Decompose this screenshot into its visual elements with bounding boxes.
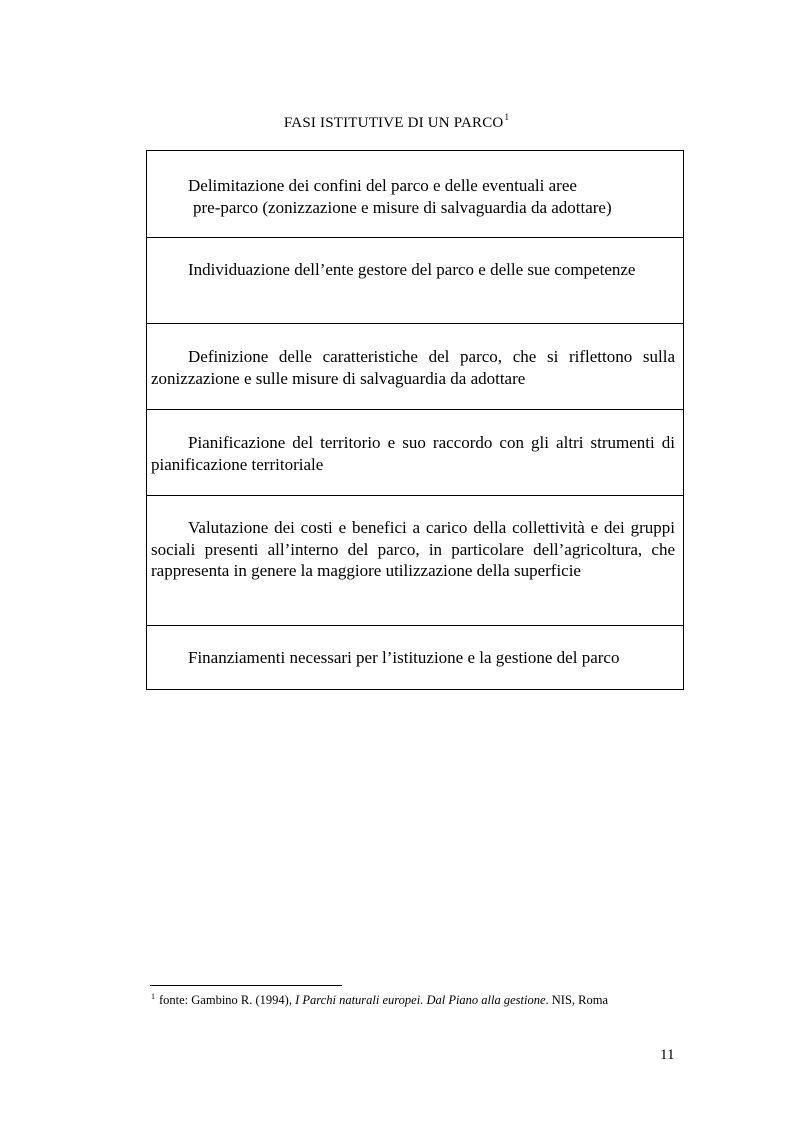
phase-1-line-1: Delimitazione dei confini del parco e delle eventuali aree <box>188 176 577 195</box>
footnote-prefix: fonte: Gambino R. (1994), <box>159 993 296 1007</box>
title-footnote-ref: 1 <box>504 112 510 122</box>
phase-row-5 <box>147 496 683 626</box>
footnote-separator <box>150 985 342 986</box>
footnote <box>151 992 608 1008</box>
title-text: FASI ISTITUTIVE DI UN PARCO <box>283 115 504 131</box>
phase-4-text: Pianificazione del territorio e suo raccordo con gli altri strumenti di pianificazione territoriale <box>151 433 675 474</box>
footnote-suffix: . NIS, Roma <box>545 993 609 1007</box>
page-title <box>0 112 793 132</box>
phase-6-text: Finanziamenti necessari per l’istituzione e la gestione del parco <box>188 648 620 667</box>
phase-3-text: Definizione delle caratteristiche del parco, che si riflettono sulla zonizzazione e sulle misure di salvaguardia da adottare <box>151 347 675 388</box>
phases-table <box>146 150 684 690</box>
phase-row-4 <box>147 410 683 496</box>
phase-5-text: Valutazione dei costi e benefici a carico della collettività e dei gruppi sociali presenti all’interno del parco, in particolare dell’agricoltura, che rappresenta in genere la maggiore utilizzazione della superficie <box>151 518 675 580</box>
phase-row-2 <box>147 238 683 324</box>
phase-row-3 <box>147 324 683 410</box>
phase-row-6 <box>147 626 683 689</box>
footnote-book-title: I Parchi naturali europei. Dal Piano alla gestione <box>295 993 546 1007</box>
phase-2-text: Individuazione dell’ente gestore del parco e delle sue competenze <box>188 260 636 279</box>
footnote-number: 1 <box>151 992 155 1001</box>
page-number: 11 <box>660 1047 675 1063</box>
phase-row-1 <box>147 151 683 238</box>
phase-1-line-2: pre-parco (zonizzazione e misure di salvaguardia da adottare) <box>193 197 612 217</box>
